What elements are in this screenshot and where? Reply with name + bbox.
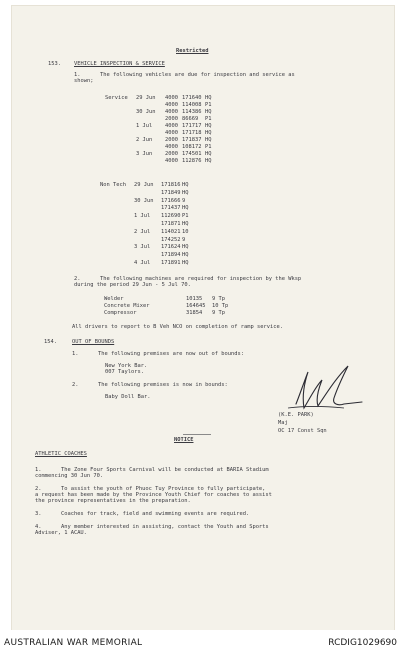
notice-title: NOTICE [174,437,194,443]
para-153-2-line2: during the period 29 Jun - 5 Jul 70. [74,282,191,288]
nontech-vehicle-number: 171437 [161,205,181,212]
service-vehicle-number: 86669 [182,116,199,122]
nontech-unit: HQ [182,244,189,251]
service-unit: HQ [205,130,212,136]
para-153-2-line1: 2. The following machines are required for inspection by the Wksp [74,276,302,282]
service-km: 2000 [165,137,178,143]
nontech-vehicle-number: 112690 [161,213,181,220]
nontech-vehicle-number: 171871 [161,221,181,227]
service-unit: P1 [205,144,212,150]
notice-para-4-line2: Adviser, 1 ACAU. [35,530,87,536]
machine-name: Welder [104,296,124,302]
service-km: 4000 [165,158,178,164]
nontech-vehicle-number: 114021 [161,228,181,235]
machine-name: Compressor [104,310,137,316]
archive-reference: RCDIG1029690 [328,638,397,648]
nontech-vehicle-number: 171891 [161,260,181,266]
service-unit: P1 [205,116,212,122]
service-vehicle-number: 174501 [182,151,202,157]
document-page [12,6,394,630]
machine-number: 10135 [186,296,203,302]
service-date: 30 Jun [136,109,156,115]
machine-unit: 9 Tp [212,296,225,302]
nontech-vehicle-number: 174252 [161,236,181,243]
nontech-label: Non Tech [100,182,126,188]
nontech-vehicle-number: 171894 [161,252,181,259]
service-vehicle-number: 171718 [182,130,202,136]
service-date: 1 Jul [136,123,153,129]
para-153-number: 153. [48,61,61,67]
service-km: 4000 [165,102,178,108]
nontech-unit: 9 [182,236,186,243]
nontech-vehicle-number: 171816 [161,182,181,188]
machine-number: 164645 [186,303,206,309]
notice-para-1-line2: commencing 30 Jun 70. [35,473,104,479]
para-153-title: VEHICLE INSPECTION & SERVICE [74,61,165,67]
notice-top-rule [183,434,211,435]
signatory-unit: OC 17 Const Sqn [278,428,327,434]
notice-para-2-line3: the province representatives in the preparation. [35,498,191,504]
in-bounds-1: Baby Doll Bar. [105,394,151,400]
service-vehicle-number: 171640 [182,95,202,101]
service-vehicle-number: 114386 [182,109,202,115]
para-154-title: OUT OF BOUNDS [72,339,115,345]
nontech-unit: HQ [182,189,189,196]
machine-name: Concrete Mixer [104,303,150,309]
archive-footer [0,630,401,654]
drivers-instruction: All drivers to report to B Veh NCO on completion of ramp service. [72,324,283,330]
service-unit: HQ [205,123,212,129]
service-unit: HQ [205,151,212,157]
service-km: 4000 [165,109,178,115]
para-154-1: 1. The following premises are now out of bounds: [72,351,245,357]
service-label: Service [105,95,128,101]
classification-heading: Restricted [176,48,209,54]
service-unit: P1 [205,102,212,108]
para-154-number: 154. [44,339,57,345]
para-154-2: 2. The following premises is now in bounds: [72,382,228,388]
service-km: 4000 [165,144,178,150]
archive-name: AUSTRALIAN WAR MEMORIAL [4,638,143,648]
service-unit: HQ [205,158,212,164]
service-date: 29 Jun [136,95,156,101]
service-date: 3 Jun [136,151,153,157]
service-km: 2000 [165,151,178,157]
notice-para-3: 3. Coaches for track, field and swimming events are required. [35,511,250,517]
nontech-vehicle-number: 171666 [161,197,181,204]
nontech-vehicle-number: 171849 [161,189,181,196]
out-of-bounds-2: 007 Taylors. [105,369,144,375]
signatory-name: (K.E. PARK) [278,412,314,418]
nontech-unit: P1 [182,213,189,220]
nontech-unit: HQ [182,205,189,212]
nontech-date: 4 Jul [134,260,151,266]
service-vehicle-number: 114008 [182,102,202,108]
service-vehicle-number: 171717 [182,123,202,129]
notice-para-4-line1: 4. Any member interested in assisting, contact the Youth and Sports [35,524,269,530]
service-date: 2 Jun [136,137,153,143]
nontech-vehicle-number: 171624 [161,244,181,251]
nontech-date: 30 Jun [134,197,154,204]
service-vehicle-number: 108172 [182,144,202,150]
notice-para-2-line2: a request has been made by the Province Youth Chief for coaches to assist [35,492,272,498]
para-153-1-line1: 1. The following vehicles are due for inspection and service as [74,72,295,78]
service-unit: HQ [205,109,212,115]
nontech-unit: HQ [182,221,189,227]
para-153-1-line2: shown; [74,78,94,84]
nontech-date: 3 Jul [134,244,151,251]
service-unit: HQ [205,95,212,101]
nontech-unit: HQ [182,252,189,259]
service-vehicle-number: 171837 [182,137,202,143]
nontech-unit: 9 [182,197,186,204]
nontech-unit: HQ [182,260,189,266]
service-km: 4000 [165,130,178,136]
nontech-unit: HQ [182,182,189,188]
out-of-bounds-1: New York Bar. [105,363,148,369]
service-km: 4000 [165,95,178,101]
service-km: 2000 [165,116,178,122]
notice-subtitle: ATHLETIC COACHES [35,451,87,457]
machine-number: 31854 [186,310,203,316]
nontech-date: 2 Jul [134,228,151,235]
service-km: 4000 [165,123,178,129]
service-vehicle-number: 112876 [182,158,202,164]
notice-para-2-line1: 2. To assist the youth of Phuoc Tuy Province to fully participate, [35,486,266,492]
nontech-date: 1 Jul [134,213,151,220]
machine-unit: 9 Tp [212,310,225,316]
service-unit: HQ [205,137,212,143]
nontech-unit: 10 [182,228,189,235]
machine-unit: 10 Tp [212,303,229,309]
signatory-rank: Maj [278,420,288,426]
nontech-date: 29 Jun [134,182,154,188]
notice-para-1-line1: 1. The Zone Four Sports Carnival will be conducted at BARIA Stadium [35,467,269,473]
